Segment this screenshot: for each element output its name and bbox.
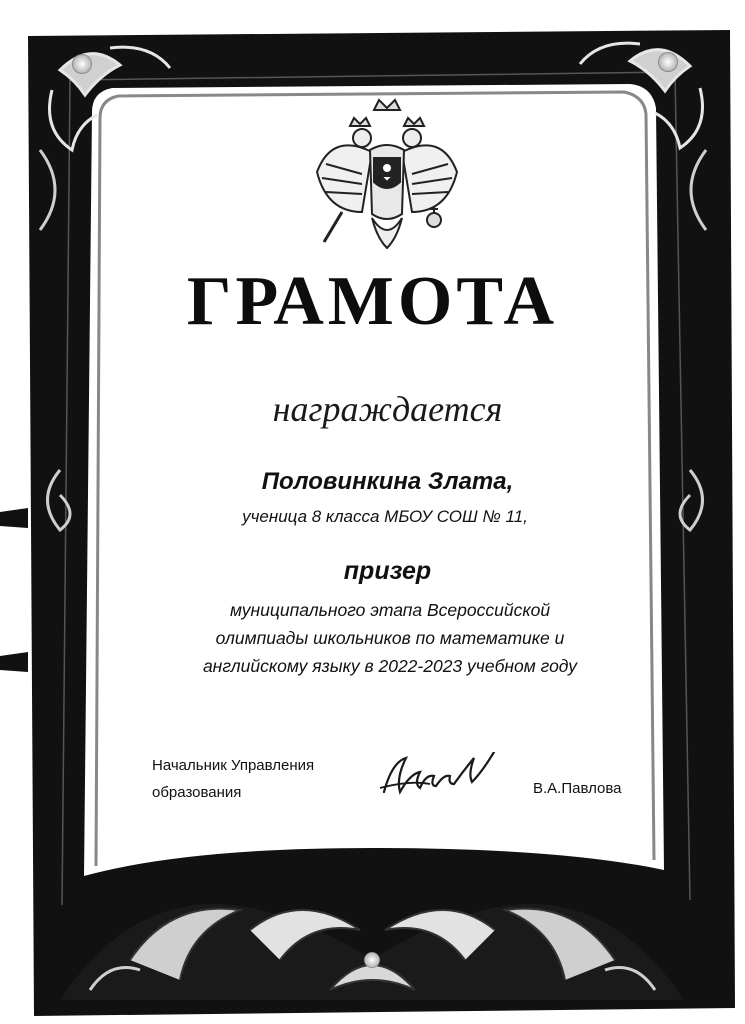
description-line: муниципального этапа Всероссийской: [229, 600, 551, 620]
coat-of-arms-icon: [312, 92, 462, 260]
description-line: олимпиады школьников по математике и: [215, 628, 565, 648]
signatory-position-line: Начальник Управления: [152, 757, 315, 774]
place-and-year: Кизел 2023 г.: [337, 862, 421, 878]
recipient-grade: ученица 8 класса МБОУ СОШ № 11,: [242, 507, 528, 526]
prize-title: призер: [343, 557, 432, 585]
handwritten-signature: [378, 752, 502, 804]
signatory-name: В.А.Павлова: [533, 780, 622, 797]
signatory-position-line: образования: [152, 784, 242, 801]
awarded-text: награждается: [272, 389, 503, 429]
recipient-name: Половинкина Злата,: [261, 468, 514, 495]
certificate-title: ГРАМОТА: [186, 263, 559, 340]
signatory-position: [152, 752, 314, 806]
award-description: [0, 596, 745, 680]
description-line: английскому языку в 2022-2023 учебном году: [202, 656, 578, 676]
